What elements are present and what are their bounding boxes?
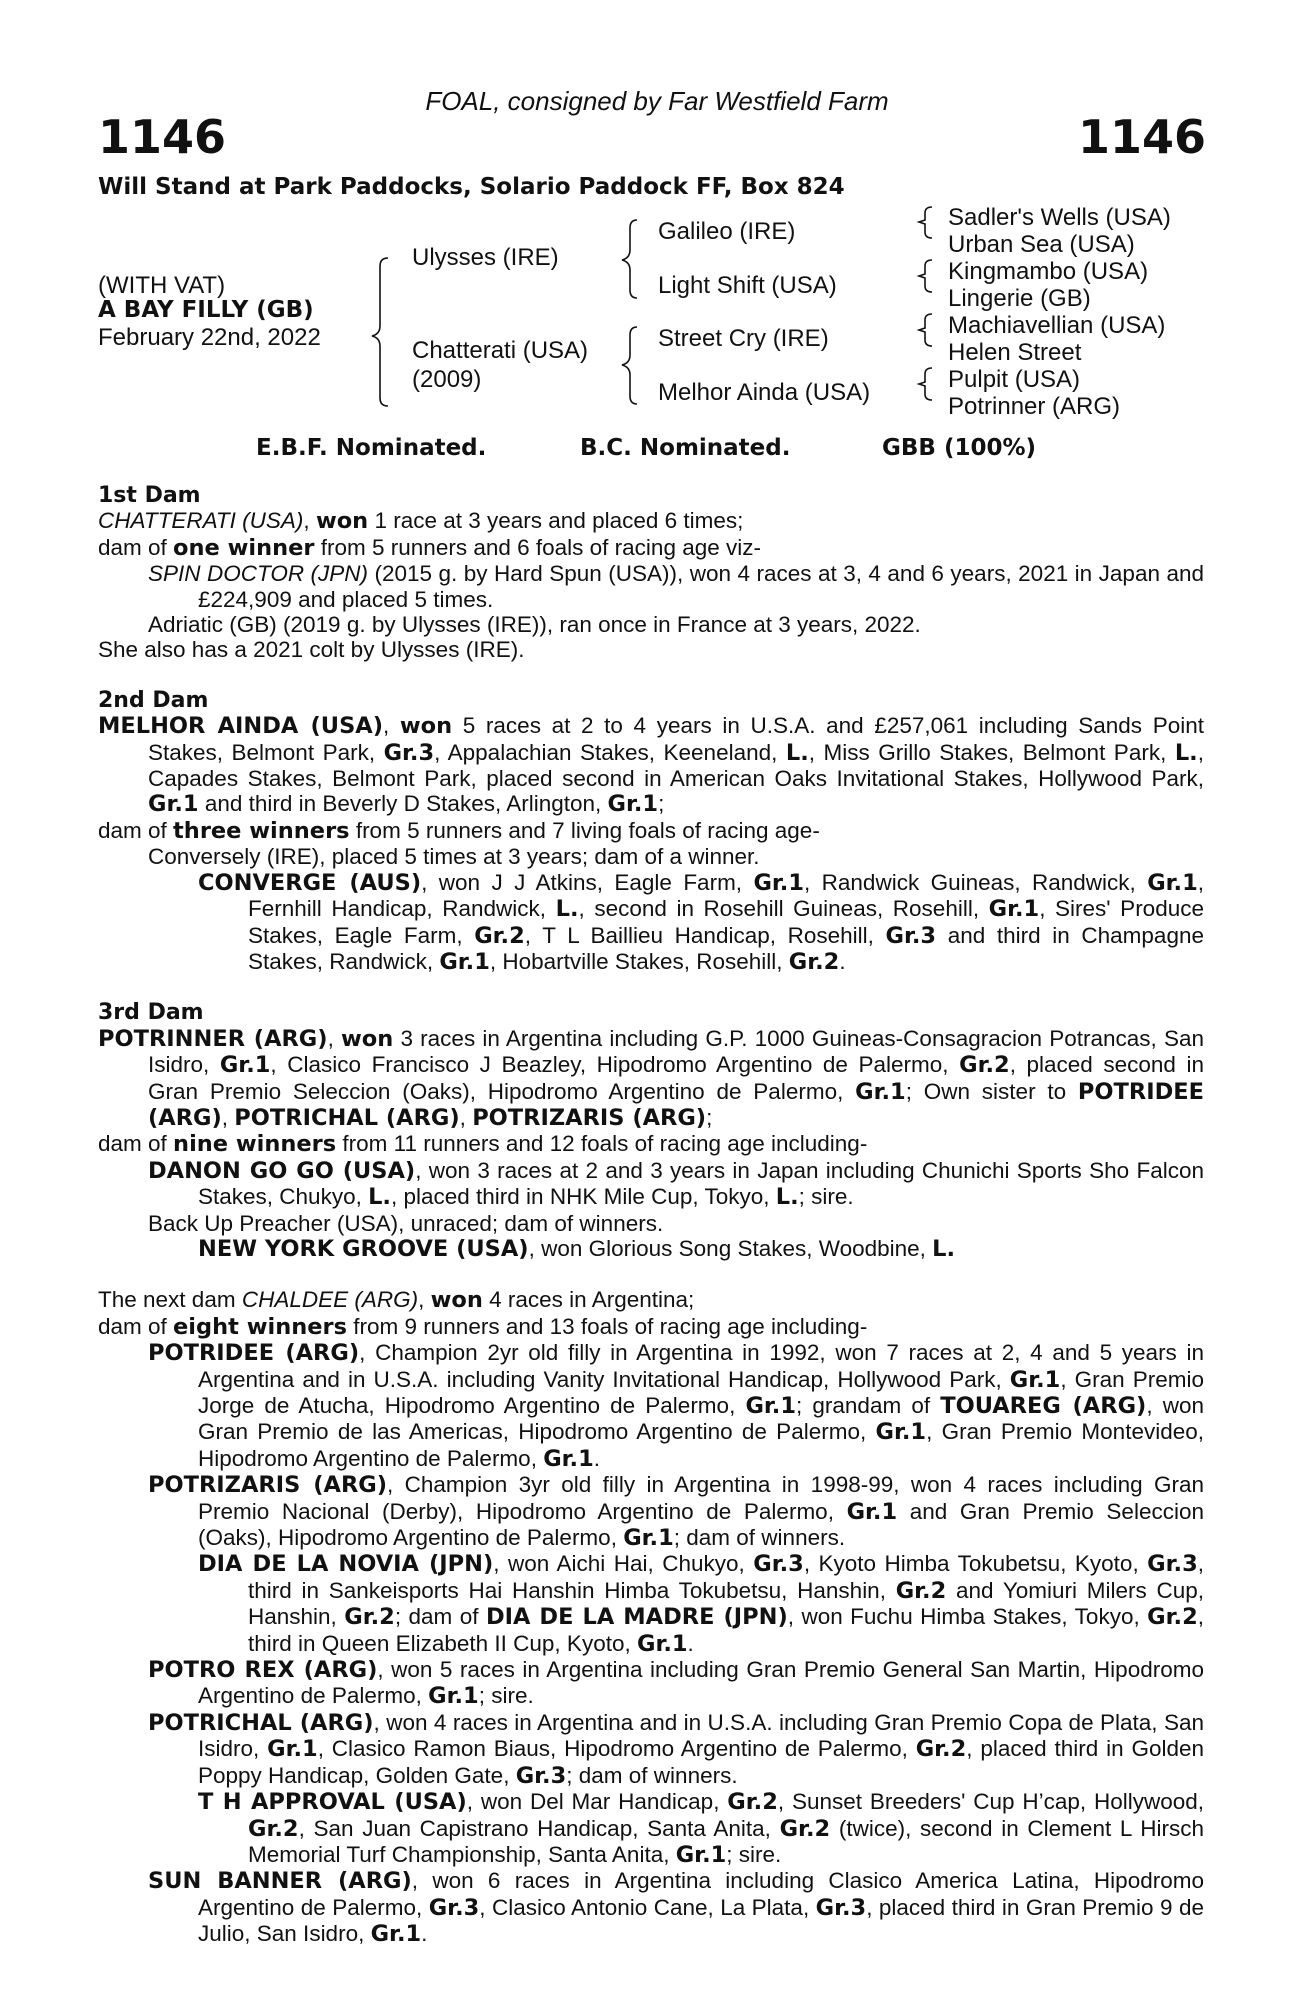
body-paragraph: dam of eight winners from 9 runners and 13 foals of racing age including-	[98, 1313, 868, 1340]
pedigree-dsd: Helen Street	[948, 339, 1082, 366]
ebf-nominated: E.B.F. Nominated.	[256, 435, 487, 461]
bold-text: Gr.2	[779, 1815, 831, 1842]
bold-text: Gr.1	[439, 948, 490, 975]
body-paragraph: Back Up Preacher (USA), unraced; dam of winners.	[148, 1210, 664, 1236]
section-heading: 1st Dam	[98, 483, 201, 508]
bold-text: DANON GO GO (USA)	[148, 1157, 416, 1184]
bold-text: Gr.1	[623, 1525, 674, 1552]
body-paragraph: POTRICHAL (ARG), won 4 races in Argentina and in U.S.A. including Gran Premio Copa de Plata, San Isidro, Gr.1, Clasico Ramon Biaus, Hipodromo Argentino de Palermo, Gr.2, placed third in Golden Poppy Handicap, Golden Gate, Gr.3; dam of winners.	[148, 1709, 1204, 1789]
bold-text: eight winners	[173, 1313, 348, 1340]
bold-text: MELHOR AINDA (USA)	[98, 713, 383, 740]
bold-text: L.	[1174, 739, 1198, 766]
bold-text: nine winners	[173, 1131, 337, 1158]
dam-name: CHATTERATI (USA)	[98, 508, 304, 534]
body-paragraph: dam of three winners from 5 runners and 7 living foals of racing age-	[98, 817, 820, 844]
bold-text: Gr.2	[248, 1815, 299, 1842]
body-paragraph: POTRIZARIS (ARG), Champion 3yr old filly in Argentina in 1998-99, won 4 races including Gran Premio Nacional (Derby), Hipodromo Argentino de Palermo, Gr.1 and Gran Premio Seleccion (Oaks), Hipodromo Argentino de Palermo, Gr.1; dam of winners.	[148, 1472, 1205, 1552]
bold-text: Gr.2	[344, 1604, 395, 1631]
pedigree-sire: Ulysses (IRE)	[412, 244, 559, 271]
bold-text: Gr.2	[727, 1789, 778, 1816]
bold-text: Gr.1	[846, 1498, 898, 1525]
lot-number-left: 1146	[98, 110, 227, 164]
body-paragraph: CONVERGE (AUS), won J J Atkins, Eagle Farm, Gr.1, Randwick Guineas, Randwick, Gr.1, Fernhill Handicap, Randwick, L., second in Rosehill Guineas, Rosehill, Gr.1, Sires' Produce Stakes, Eagle Farm, Gr.2, T L Baillieu Handicap, Rosehill, Gr.3 and third in Champagne Stakes, Randwick, Gr.1, Hobartville Stakes, Rosehill, Gr.2.	[198, 869, 1205, 975]
bold-text: Gr.2	[474, 922, 525, 949]
bold-text: won	[430, 1287, 483, 1314]
body-paragraph: SUN BANNER (ARG), won 6 races in Argentina including Clasico America Latina, Hipodromo Argentino de Palermo, Gr.3, Clasico Antonio Cane, La Plata, Gr.3, placed third in Gran Premio 9 de Julio, San Isidro, Gr.1.	[148, 1868, 1204, 1948]
bold-text: Gr.1	[370, 1921, 422, 1948]
section-gap	[98, 975, 1204, 1000]
bold-text: Gr.2	[959, 1052, 1010, 1079]
bold-text: Gr.3	[815, 1894, 867, 1921]
body-paragraph: DIA DE LA NOVIA (JPN), won Aichi Hai, Chukyo, Gr.3, Kyoto Himba Tokubetsu, Kyoto, Gr.3, third in Sankeisports Hai Hanshin Himba Tokubetsu, Hanshin, Gr.2 and Yomiuri Milers Cup, Hanshin, Gr.2; dam of DIA DE LA MADRE (JPN), won Fuchu Himba Stakes, Tokyo, Gr.2, third in Queen Elizabeth II Cup, Kyoto, Gr.1.	[198, 1551, 1204, 1657]
bold-text: POTRIDEE (ARG)	[148, 1078, 1205, 1131]
bold-text: Gr.1	[636, 1630, 688, 1657]
bold-text: Gr.1	[148, 791, 199, 818]
bold-text: Gr.1	[753, 869, 805, 896]
dam-name: SPIN DOCTOR (JPN)	[148, 561, 369, 587]
body-paragraph: dam of one winner from 5 runners and 6 foals of racing age viz-	[98, 534, 761, 561]
section-gap	[98, 1262, 1204, 1287]
section-gap	[98, 663, 1204, 688]
bold-text: TOUAREG (ARG)	[940, 1393, 1147, 1419]
bold-text: Gr.1	[607, 791, 659, 818]
bold-text: Gr.3	[885, 922, 937, 949]
bold-text: three winners	[173, 817, 350, 844]
pedigree-dds: Pulpit (USA)	[948, 366, 1081, 393]
pedigree-dam-sire: Street Cry (IRE)	[658, 325, 829, 352]
body-paragraph: POTRIDEE (ARG), Champion 2yr old filly in Argentina in 1992, won 7 races at 2, 4 and 5 years in Argentina and in U.S.A. including Vanity Invitational Handicap, Hollywood Park, Gr.1, Gran Premio Jorge de Atucha, Hipodromo Argentino de Palermo, Gr.1; grandam of TOUAREG (ARG), won Gran Premio de las Americas, Hipodromo Argentino de Palermo, Gr.1, Gran Premio Montevideo, Hipodromo Argentino de Palermo, Gr.1.	[148, 1340, 1205, 1472]
body-paragraph: Conversely (IRE), placed 5 times at 3 years; dam of a winner.	[148, 844, 760, 870]
pedigree-sds: Kingmambo (USA)	[948, 258, 1149, 285]
bold-text: Gr.2	[895, 1577, 947, 1604]
pedigree-sdd: Lingerie (GB)	[948, 285, 1091, 312]
bold-text: Gr.1	[855, 1078, 906, 1105]
pedigree-sss: Sadler's Wells (USA)	[948, 204, 1171, 231]
bold-text: Gr.2	[788, 948, 840, 975]
body-paragraph: dam of nine winners from 11 runners and 12 foals of racing age including-	[98, 1131, 868, 1158]
bold-text: DIA DE LA MADRE (JPN)	[485, 1604, 788, 1631]
bold-text: Gr.1	[875, 1419, 927, 1446]
pedigree-ddd: Potrinner (ARG)	[948, 393, 1121, 420]
body-paragraph: SPIN DOCTOR (JPN) (2015 g. by Hard Spun (USA)), won 4 races at 3, 4 and 6 years, 2021 in Japan and £224,909 and placed 5 times.	[148, 561, 1204, 612]
bold-text: won	[315, 508, 369, 535]
gbb-status: GBB (100%)	[882, 435, 1037, 461]
stand-location: Will Stand at Park Paddocks, Solario Paddock FF, Box 824	[98, 174, 845, 200]
body-paragraph: The next dam CHALDEE (ARG), won 4 races in Argentina;	[98, 1287, 695, 1314]
bold-text: CONVERGE (AUS)	[198, 869, 422, 896]
body-paragraph: NEW YORK GROOVE (USA), won Glorious Song Stakes, Woodbine, L.	[198, 1235, 956, 1262]
bold-text: L.	[785, 739, 809, 766]
bold-text: one winner	[173, 534, 315, 561]
bold-text: Gr.1	[267, 1736, 318, 1763]
body-paragraph: T H APPROVAL (USA), won Del Mar Handicap, Gr.2, Sunset Breeders' Cup H’cap, Hollywood, Gr.2, San Juan Capistrano Handicap, Santa Anita, Gr.2 (twice), second in Clement L Hirsch Memorial Turf Championship, Santa Anita, Gr.1; sire.	[198, 1789, 1205, 1868]
bold-text: won	[399, 713, 453, 740]
lot-number-right: 1146	[1077, 110, 1206, 164]
section-heading: 3rd Dam	[98, 1000, 204, 1026]
bold-text: Gr.3	[515, 1762, 567, 1789]
pedigree-dam-year: (2009)	[412, 366, 482, 393]
catalogue-body	[98, 483, 1204, 1948]
bold-text: Gr.1	[745, 1393, 797, 1419]
body-paragraph: CHATTERATI (USA), won 1 race at 3 years and placed 6 times;	[98, 508, 744, 535]
pedigree-sire-dam: Light Shift (USA)	[658, 272, 837, 299]
horse-name: A BAY FILLY (GB)	[98, 297, 314, 323]
bold-text: L.	[555, 896, 579, 923]
body-paragraph: MELHOR AINDA (USA), won 5 races at 2 to 4 years in U.S.A. and £257,061 including Sands Point Stakes, Belmont Park, Gr.3, Appalachian Stakes, Keeneland, L., Miss Grillo Stakes, Belmont Park, L., Capades Stakes, Belmont Park, placed second in American Oaks Invitational Stakes, Hollywood Park, Gr.1 and third in Beverly D Stakes, Arlington, Gr.1;	[98, 713, 1204, 818]
bold-text: Gr.1	[543, 1445, 594, 1472]
foaling-date: February 22nd, 2022	[98, 324, 321, 351]
vat-note: (WITH VAT)	[98, 272, 226, 299]
body-paragraph: POTRO REX (ARG), won 5 races in Argentina including Gran Premio General San Martin, Hipodromo Argentino de Palermo, Gr.1; sire.	[148, 1657, 1204, 1710]
bold-text: Gr.3	[383, 739, 435, 766]
body-paragraph: DANON GO GO (USA), won 3 races at 2 and 3 years in Japan including Chunichi Sports Sho Falcon Stakes, Chukyo, L., placed third in NHK Mile Cup, Tokyo, L.; sire.	[148, 1157, 1204, 1211]
bold-text: L.	[932, 1235, 956, 1262]
bold-text: POTRINNER (ARG)	[98, 1025, 328, 1052]
section-heading: 2nd Dam	[98, 687, 209, 713]
bold-text: T H APPROVAL (USA)	[198, 1789, 467, 1816]
body-paragraph: POTRINNER (ARG), won 3 races in Argentina including G.P. 1000 Guineas-Consagracion Potrancas, San Isidro, Gr.1, Clasico Francisco J Beazley, Hipodromo Argentino de Palermo, Gr.2, placed second in Gran Premio Seleccion (Oaks), Hipodromo Argentino de Palermo, Gr.1; Own sister to POTRIDEE (ARG), POTRICHAL (ARG), POTRIZARIS (ARG);	[98, 1025, 1205, 1131]
bold-text: POTRO REX (ARG)	[148, 1657, 378, 1684]
bold-text: Gr.1	[988, 896, 1040, 923]
bold-text: POTRIDEE (ARG)	[148, 1340, 360, 1367]
pedigree-dam-dam: Melhor Ainda (USA)	[658, 379, 871, 406]
bold-text: L.	[775, 1184, 799, 1211]
bold-text: Gr.3	[753, 1551, 804, 1578]
bold-text: POTRIZARIS (ARG)	[472, 1104, 707, 1131]
bold-text: Gr.1	[428, 1683, 479, 1710]
pedigree-dss: Machiavellian (USA)	[948, 312, 1166, 339]
bold-text: SUN BANNER (ARG)	[148, 1868, 412, 1895]
bold-text: Gr.1	[1147, 869, 1198, 896]
bold-text: L.	[368, 1184, 391, 1211]
bold-text: NEW YORK GROOVE (USA)	[198, 1235, 529, 1262]
pedigree-dam: Chatterati (USA)	[412, 337, 589, 364]
consignor-line: FOAL, consigned by Far Westfield Farm	[425, 86, 889, 116]
body-paragraph: She also has a 2021 colt by Ulysses (IRE).	[98, 637, 525, 663]
bold-text: POTRIZARIS (ARG)	[148, 1472, 388, 1499]
bold-text: POTRICHAL (ARG)	[148, 1709, 374, 1736]
bold-text: Gr.1	[219, 1052, 271, 1079]
bold-text: Gr.1	[675, 1841, 727, 1868]
bold-text: Gr.3	[428, 1894, 480, 1921]
bold-text: Gr.2	[915, 1736, 967, 1763]
dam-name: CHALDEE (ARG)	[241, 1287, 419, 1313]
bold-text: Gr.2	[1147, 1604, 1198, 1631]
bc-nominated: B.C. Nominated.	[580, 435, 791, 461]
bold-text: won	[341, 1025, 394, 1052]
pedigree-ssd: Urban Sea (USA)	[948, 231, 1135, 258]
pedigree-sire-sire: Galileo (IRE)	[658, 218, 796, 245]
bold-text: DIA DE LA NOVIA (JPN)	[198, 1551, 494, 1578]
bold-text: Gr.1	[1009, 1366, 1061, 1393]
body-paragraph: Adriatic (GB) (2019 g. by Ulysses (IRE)), ran once in France at 3 years, 2022.	[148, 612, 921, 638]
bold-text: POTRICHAL (ARG)	[234, 1104, 460, 1131]
bold-text: Gr.3	[1147, 1551, 1198, 1578]
